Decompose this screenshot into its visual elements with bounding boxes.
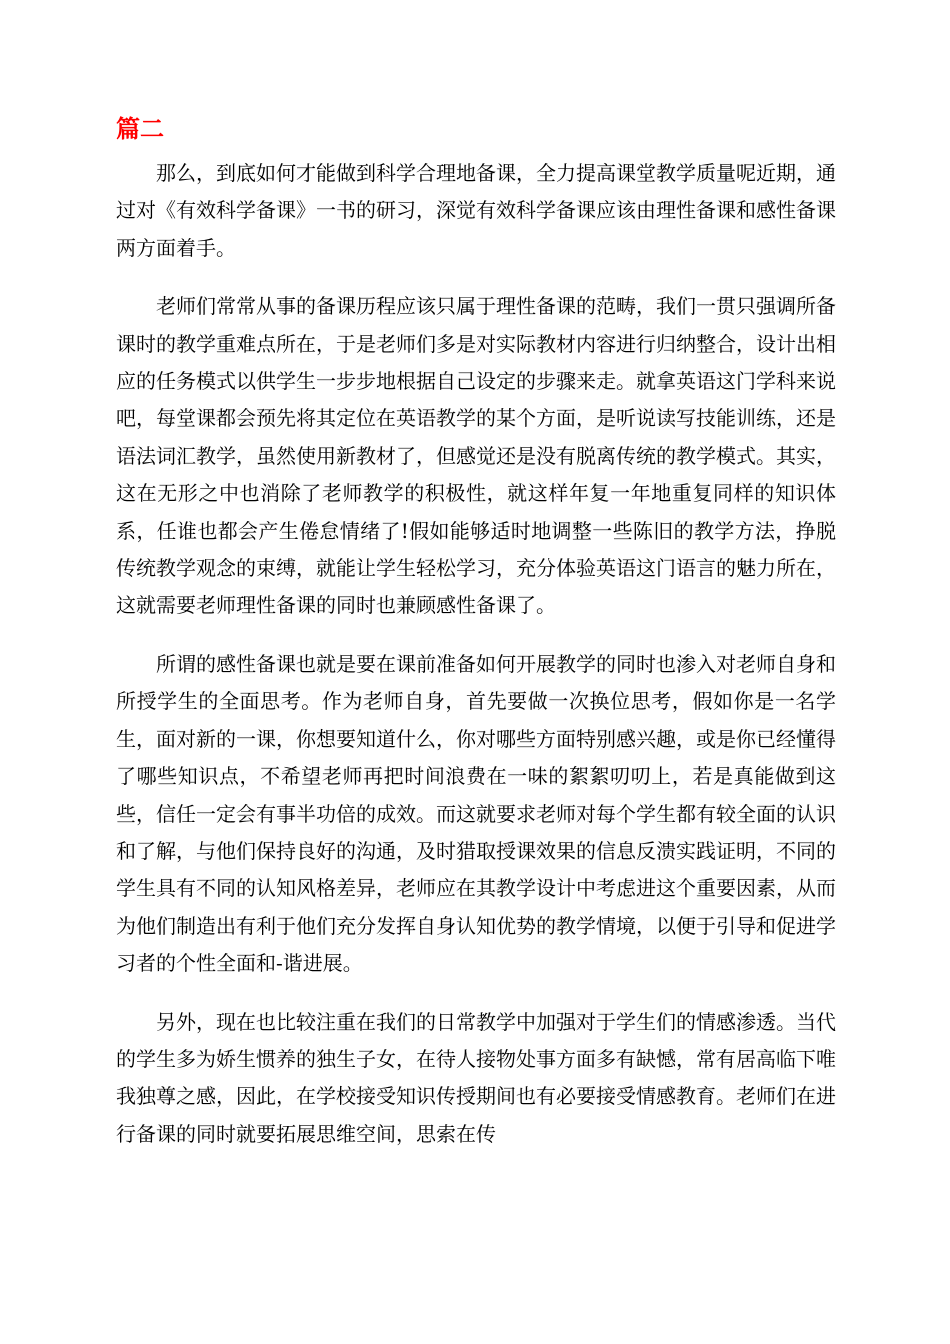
paragraph-2: 老师们常常从事的备课历程应该只属于理性备课的范畴，我们一贯只强调所备课时的教学重难点所在，于是老师们多是对实际教材内容进行归纳整合，设计出相应的任务模式以供学生一步步地根据自己设定的步骤来走。就拿英语这门学科来说吧，每堂课都会预先将其定位在英语教学的某个方面，是听说读写技能训练，还是语法词汇教学，虽然使用新教材了，但感觉还是没有脱离传统的教学模式。其实，这在无形之中也消除了老师教学的积极性，就这样年复一年地重复同样的知识体系，任谁也都会产生倦怠情绪了!假如能够适时地调整一些陈旧的教学方法，挣脱传统教学观念的束缚，就能让学生轻松学习，充分体验英语这门语言的魅力所在，这就需要老师理性备课的同时也兼顾感性备课了。 xyxy=(116,294,836,618)
paragraph-1: 那么，到底如何才能做到科学合理地备课，全力提高课堂教学质量呢近期，通过对《有效科学备课》一书的研习，深觉有效科学备课应该由理性备课和感性备课两方面着手。 xyxy=(116,161,836,260)
paragraph-3: 所谓的感性备课也就是要在课前准备如何开展教学的同时也渗入对老师自身和所授学生的全面思考。作为老师自身，首先要做一次换位思考，假如你是一名学生，面对新的一课，你想要知道什么，你对哪些方面特别感兴趣，或是你已经懂得了哪些知识点，不希望老师再把时间浪费在一味的絮絮叨叨上，若是真能做到这些，信任一定会有事半功倍的成效。而这就要求老师对每个学生都有较全面的认识和了解，与他们保持良好的沟通，及时猎取授课效果的信息反溃实践证明，不同的学生具有不同的认知风格差异，老师应在其教学设计中考虑进这个重要因素，从而为他们制造出有利于他们充分发挥自身认知优势的教学情境，以便于引导和促进学习者的个性全面和-谐进展。 xyxy=(116,651,836,976)
document-body xyxy=(116,155,836,1174)
section-heading: 篇二 xyxy=(116,114,164,143)
paragraph-4: 另外，现在也比较注重在我们的日常教学中加强对于学生们的情感渗透。当代的学生多为娇生惯养的独生子女，在待人接物处事方面多有缺憾，常有居高临下唯我独尊之感，因此，在学校接受知识传授期间也有必要接受情感教育。老师们在进行备课的同时就要拓展思维空间，思索在传 xyxy=(116,1009,836,1146)
